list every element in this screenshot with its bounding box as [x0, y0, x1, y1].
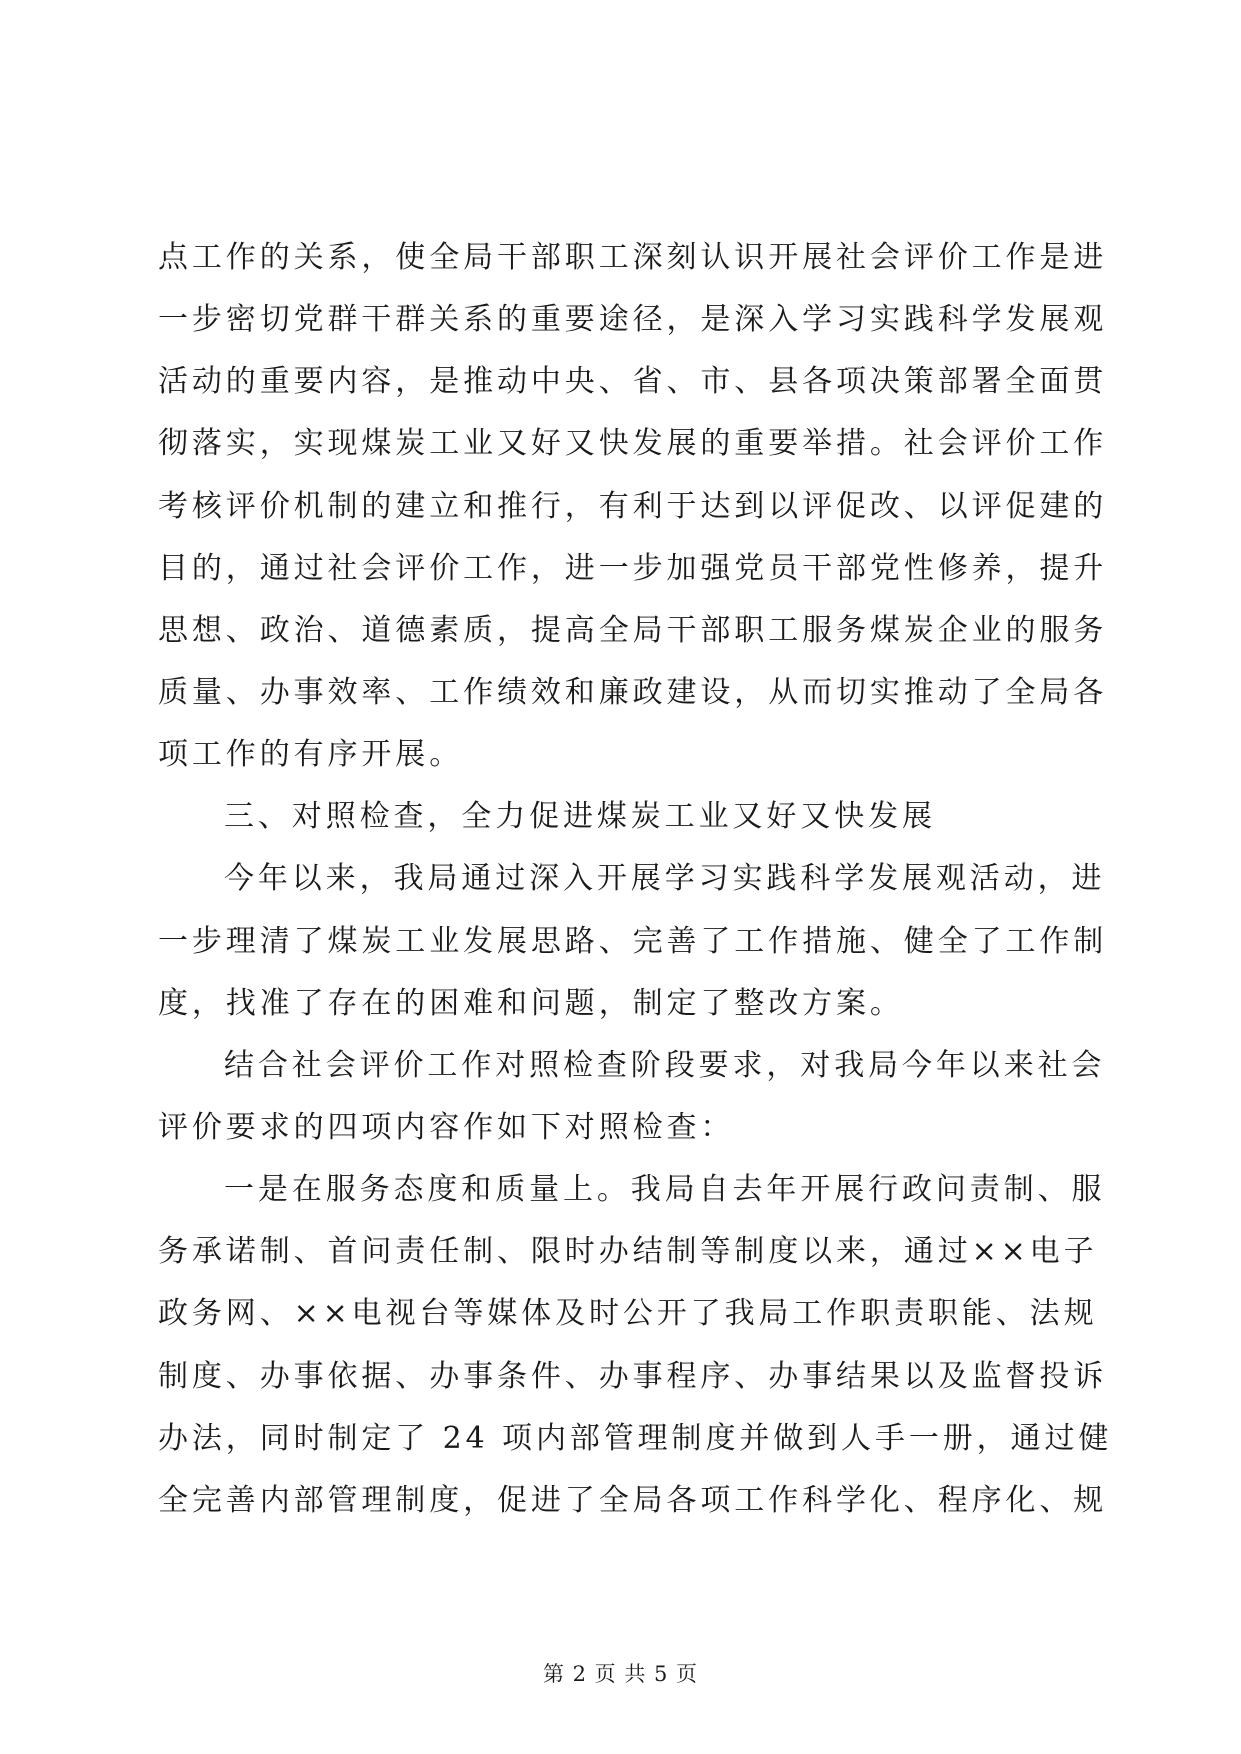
text-line: 全完善内部管理制度，促进了全局各项工作科学化、程序化、规 [158, 1482, 1108, 1518]
text-line: 彻落实，实现煤炭工业又好又快发展的重要举措。社会评价工作 [158, 426, 1108, 462]
text-line: 办法，同时制定了 24 项内部管理制度并做到人手一册，通过健 [158, 1420, 1113, 1456]
text-line: 质量、办事效率、工作绩效和廉政建设，从而切实推动了全局各 [158, 674, 1108, 710]
text-line: 考核评价机制的建立和推行，有利于达到以评促改、以评促建的 [158, 488, 1108, 524]
text-line: 今年以来，我局通过深入开展学习实践科学发展观活动，进 [224, 861, 1106, 897]
section-heading: 三、对照检查，全力促进煤炭工业又好又快发展 [224, 799, 936, 835]
text-line: 项工作的有序开展。 [158, 737, 464, 773]
text-line: 目的，通过社会评价工作，进一步加强党员干部党性修养，提升 [158, 550, 1108, 586]
text-line: 度，找准了存在的困难和问题，制定了整改方案。 [158, 985, 904, 1021]
page-number-footer: 第 2 页 共 5 页 [542, 1662, 699, 1686]
text-line: 思想、政治、道德素质，提高全局干部职工服务煤炭企业的服务 [158, 612, 1108, 648]
text-line: 制度、办事依据、办事条件、办事程序、办事结果以及监督投诉 [158, 1358, 1108, 1394]
text-line: 评价要求的四项内容作如下对照检查： [158, 1109, 735, 1145]
body-text [158, 227, 1113, 1532]
text-line: 一是在服务态度和质量上。我局自去年开展行政问责制、服 [224, 1172, 1106, 1208]
text-line: 政务网、××电视台等媒体及时公开了我局工作职责职能、法规 [158, 1296, 1098, 1332]
text-line: 一步理清了煤炭工业发展思路、完善了工作措施、健全了工作制 [158, 923, 1108, 959]
text-line: 活动的重要内容，是推动中央、省、市、县各项决策部署全面贯 [158, 364, 1108, 400]
text-line: 一步密切党群干群关系的重要途径，是深入学习实践科学发展观 [158, 302, 1108, 338]
text-line: 务承诺制、首问责任制、限时办结制等制度以来，通过××电子 [158, 1234, 1098, 1270]
text-line: 点工作的关系，使全局干部职工深刻认识开展社会评价工作是进 [158, 240, 1108, 275]
text-line: 结合社会评价工作对照检查阶段要求，对我局今年以来社会 [224, 1047, 1106, 1083]
